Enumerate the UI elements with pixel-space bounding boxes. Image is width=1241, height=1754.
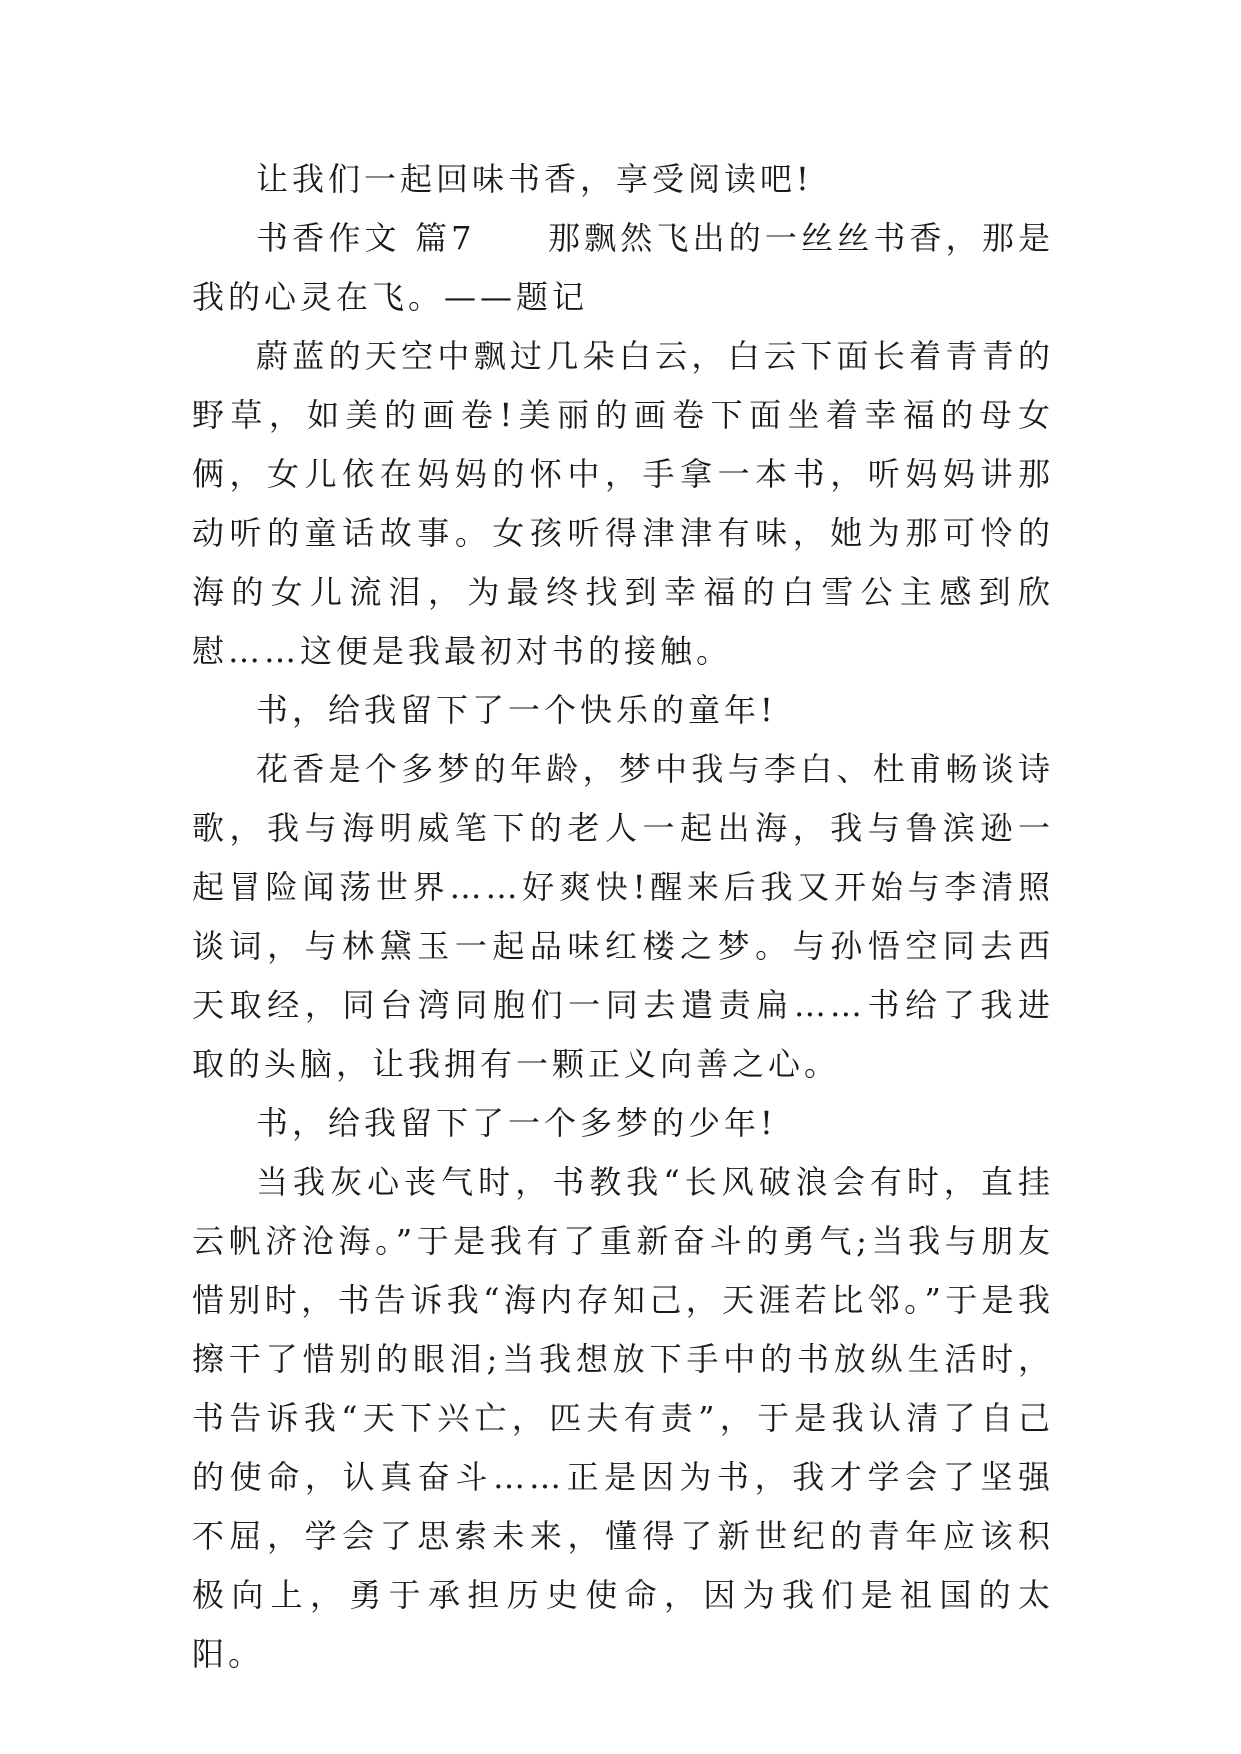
paragraph: 让我们一起回味书香，享受阅读吧!	[256, 160, 813, 198]
paragraph: 书，给我留下了一个快乐的童年!	[256, 691, 777, 729]
article-body	[192, 150, 1054, 1684]
paragraph: 当我灰心丧气时，书教我“长风破浪会有时，直挂云帆济沧海。”于是我有了重新奋斗的勇气;当我与朋友惜别时，书告诉我“海内存知己，天涯若比邻。”于是我擦干了惜别的眼泪;当我想放下手中的书放纵生活时，书告诉我“天下兴亡，匹夫有责”，于是我认清了自己的使命，认真奋斗……正是因为书，我才学会了坚强不屈，学会了思索未来，懂得了新世纪的青年应该积极向上，勇于承担历史使命，因为我们是祖国的太阳。	[192, 1163, 1054, 1673]
paragraph: 书，给我留下了一个多梦的少年!	[256, 1104, 777, 1142]
paragraph: 书香作文 篇7 那飘然飞出的一丝丝书香，那是我的心灵在飞。——题记	[192, 219, 1054, 316]
paragraph: 花香是个多梦的年龄，梦中我与李白、杜甫畅谈诗歌，我与海明威笔下的老人一起出海，我与鲁滨逊一起冒险闻荡世界……好爽快!醒来后我又开始与李清照谈词，与林黛玉一起品味红楼之梦。与孙悟空同去西天取经，同台湾同胞们一同去遣责扁……书给了我进取的头脑，让我拥有一颗正义向善之心。	[192, 750, 1054, 1083]
paragraph: 蔚蓝的天空中飘过几朵白云，白云下面长着青青的野草，如美的画卷!美丽的画卷下面坐着幸福的母女俩，女儿依在妈妈的怀中，手拿一本书，听妈妈讲那动听的童话故事。女孩听得津津有味，她为那可怜的海的女儿流泪，为最终找到幸福的白雪公主感到欣慰……这便是我最初对书的接触。	[192, 337, 1054, 670]
